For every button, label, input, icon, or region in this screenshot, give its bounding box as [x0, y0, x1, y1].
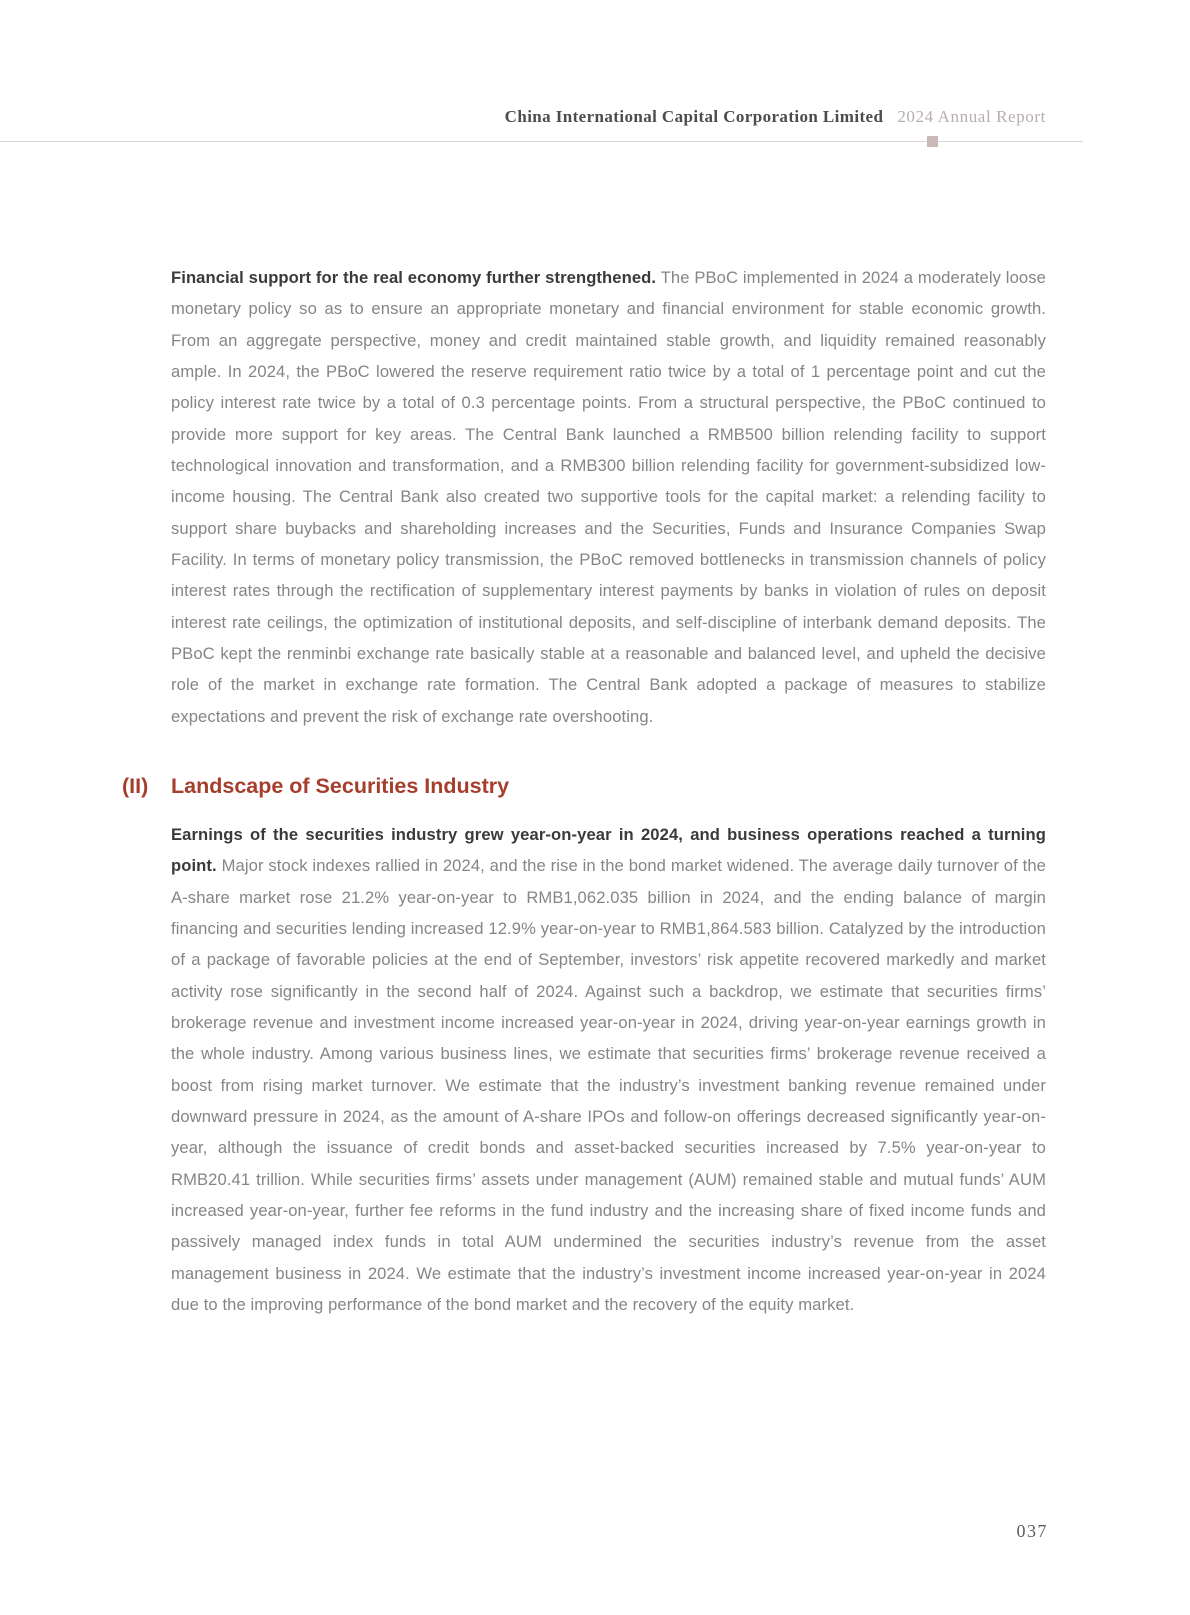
section-heading-securities-industry [122, 774, 1046, 799]
paragraph-monetary-policy-lead: Financial support for the real economy further strengthened. [171, 268, 657, 287]
page-number: 037 [1016, 1521, 1048, 1541]
page-body [122, 262, 1046, 1320]
section-number: (II) [122, 774, 149, 799]
section-title: Landscape of Securities Industry [171, 774, 510, 799]
paragraph-securities-industry-text: Major stock indexes rallied in 2024, and the rise in the bond market widened. The average daily turnover of the A-share market rose 21.2% year-on-year to RMB1,062.035 billion in 2024, and the ending balance of margin financing and securities lending increased 12.9% year-on-year to RMB1,864.583 billion. Catalyzed by the introduction of a package of favorable policies at the end of September, investors’ risk appetite recovered markedly and market activity rose significantly in the second half of 2024. Against such a backdrop, we estimate that securities firms’ brokerage revenue and investment income increased year-on-year in 2024, driving year-on-year earnings growth in the whole industry. Among various business lines, we estimate that securities firms’ brokerage revenue received a boost from rising market turnover. We estimate that the industry’s investment banking revenue remained under downward pressure in 2024, as the amount of A-share IPOs and follow-on offerings decreased significantly year-on-year, although the issuance of credit bonds and asset-backed securities increased by 7.5% year-on-year to RMB20.41 trillion. While securities firms’ assets under management (AUM) remained stable and mutual funds’ AUM increased year-on-year, further fee reforms in the fund industry and the increasing share of fixed income funds and passively managed index funds in total AUM undermined the securities industry’s revenue from the asset management business in 2024. We estimate that the industry’s investment income increased year-on-year in 2024 due to the improving performance of the bond market and the recovery of the equity market. [171, 856, 1046, 1315]
paragraph-securities-industry [171, 819, 1046, 1321]
paragraph-monetary-policy-text: The PBoC implemented in 2024 a moderately loose monetary policy so as to ensure an appropriate monetary and financial environment for stable economic growth. From an aggregate perspective, money and credit maintained stable growth, and liquidity remained reasonably ample. In 2024, the PBoC lowered the reserve requirement ratio twice by a total of 1 percentage point and cut the policy interest rate twice by a total of 0.3 percentage points. From a structural perspective, the PBoC continued to provide more support for key areas. The Central Bank launched a RMB500 billion relending facility to support technological innovation and transformation, and a RMB300 billion relending facility for government-subsidized low-income housing. The Central Bank also created two supportive tools for the capital market: a relending facility to support share buybacks and shareholding increases and the Securities, Funds and Insurance Companies Swap Facility. In terms of monetary policy transmission, the PBoC removed bottlenecks in transmission channels of policy interest rates through the rectification of supplementary interest payments by banks in violation of rules on deposit interest rate ceilings, the optimization of institutional deposits, and self-discipline of interbank demand deposits. The PBoC kept the renminbi exchange rate basically stable at a reasonable and balanced level, and upheld the decisive role of the market in exchange rate formation. The Central Bank adopted a package of measures to stabilize expectations and prevent the risk of exchange rate overshooting. [171, 268, 1046, 726]
page-header [505, 107, 1046, 127]
header-divider [0, 141, 1083, 142]
report-title: 2024 Annual Report [897, 107, 1046, 126]
company-name: China International Capital Corporation Limited [504, 107, 884, 126]
divider-square-marker [927, 136, 938, 147]
paragraph-securities-industry-lead: Earnings of the securities industry grew year-on-year in 2024, and business operations reached a turning point. [171, 824, 1046, 876]
paragraph-monetary-policy [171, 262, 1046, 732]
